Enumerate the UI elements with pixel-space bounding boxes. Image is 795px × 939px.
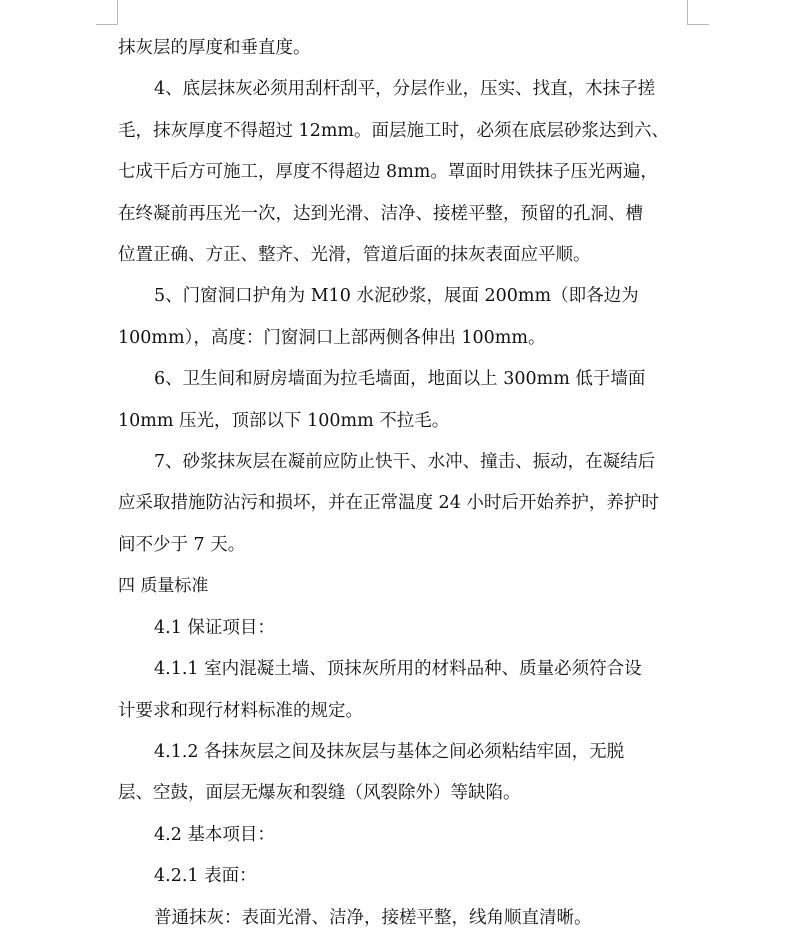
- text-line: 10mm 压光，顶部以下 100mm 不拉毛。: [118, 410, 450, 431]
- text-line: 5、门窗洞口护角为 M10 水泥砂浆，展面 200mm（即各边为: [154, 286, 639, 307]
- crop-mark-top-right-vertical: [687, 0, 688, 24]
- text-line: 4.1.2 各抹灰层之间及抹灰层与基体之间必须粘结牢固，无脱: [154, 741, 625, 762]
- text-line: 层、空鼓，面层无爆灰和裂缝（风裂除外）等缺陷。: [118, 783, 521, 804]
- text-line: 6、卫生间和厨房墙面为拉毛墙面，地面以上 300mm 低于墙面: [154, 369, 646, 390]
- subsection-heading: 4.1 保证项目：: [154, 617, 275, 638]
- crop-mark-top-left-vertical: [117, 0, 118, 24]
- text-line: 间不少于 7 天。: [118, 534, 246, 555]
- text-line: 毛，抹灰厚度不得超过 12mm。面层施工时，必须在底层砂浆达到六、: [118, 120, 670, 141]
- text-line: 计要求和现行材料标准的规定。: [118, 700, 363, 721]
- text-line: 应采取措施防沾污和损坏，并在正常温度 24 小时后开始养护，养护时: [118, 493, 659, 514]
- section-heading: 四 质量标准: [118, 576, 209, 597]
- crop-mark-top-left-horizontal: [96, 24, 118, 25]
- document-body: [118, 28, 680, 939]
- text-line: 抹灰层的厚度和垂直度。: [118, 38, 311, 58]
- text-line: 普通抹灰：表面光滑、洁净，接槎平整，线角顺直清晰。: [154, 907, 592, 928]
- subsection-heading: 4.2.1 表面：: [154, 866, 257, 887]
- text-line: 7、砂浆抹灰层在凝前应防止快干、水冲、撞击、振动，在凝结后: [154, 452, 656, 473]
- text-line: 4.1.1 室内混凝土墙、顶抹灰所用的材料品种、质量必须符合设: [154, 659, 642, 680]
- text-line: 100mm），高度：门窗洞口上部两侧各伸出 100mm。: [118, 327, 546, 348]
- text-line: 在终凝前再压光一次，达到光滑、洁净、接槎平整，预留的孔洞、槽: [118, 203, 643, 224]
- text-line: 七成干后方可施工，厚度不得超边 8mm。罩面时用铁抹子压光两遍，: [118, 162, 658, 183]
- subsection-heading: 4.2 基本项目：: [154, 824, 275, 845]
- text-line: 4、底层抹灰必须用刮杆刮平，分层作业，压实、找直，木抹子搓: [154, 79, 656, 100]
- crop-mark-top-right-horizontal: [687, 24, 709, 25]
- text-line: 位置正确、方正、整齐、光滑，管道后面的抹灰表面应平顺。: [118, 245, 591, 266]
